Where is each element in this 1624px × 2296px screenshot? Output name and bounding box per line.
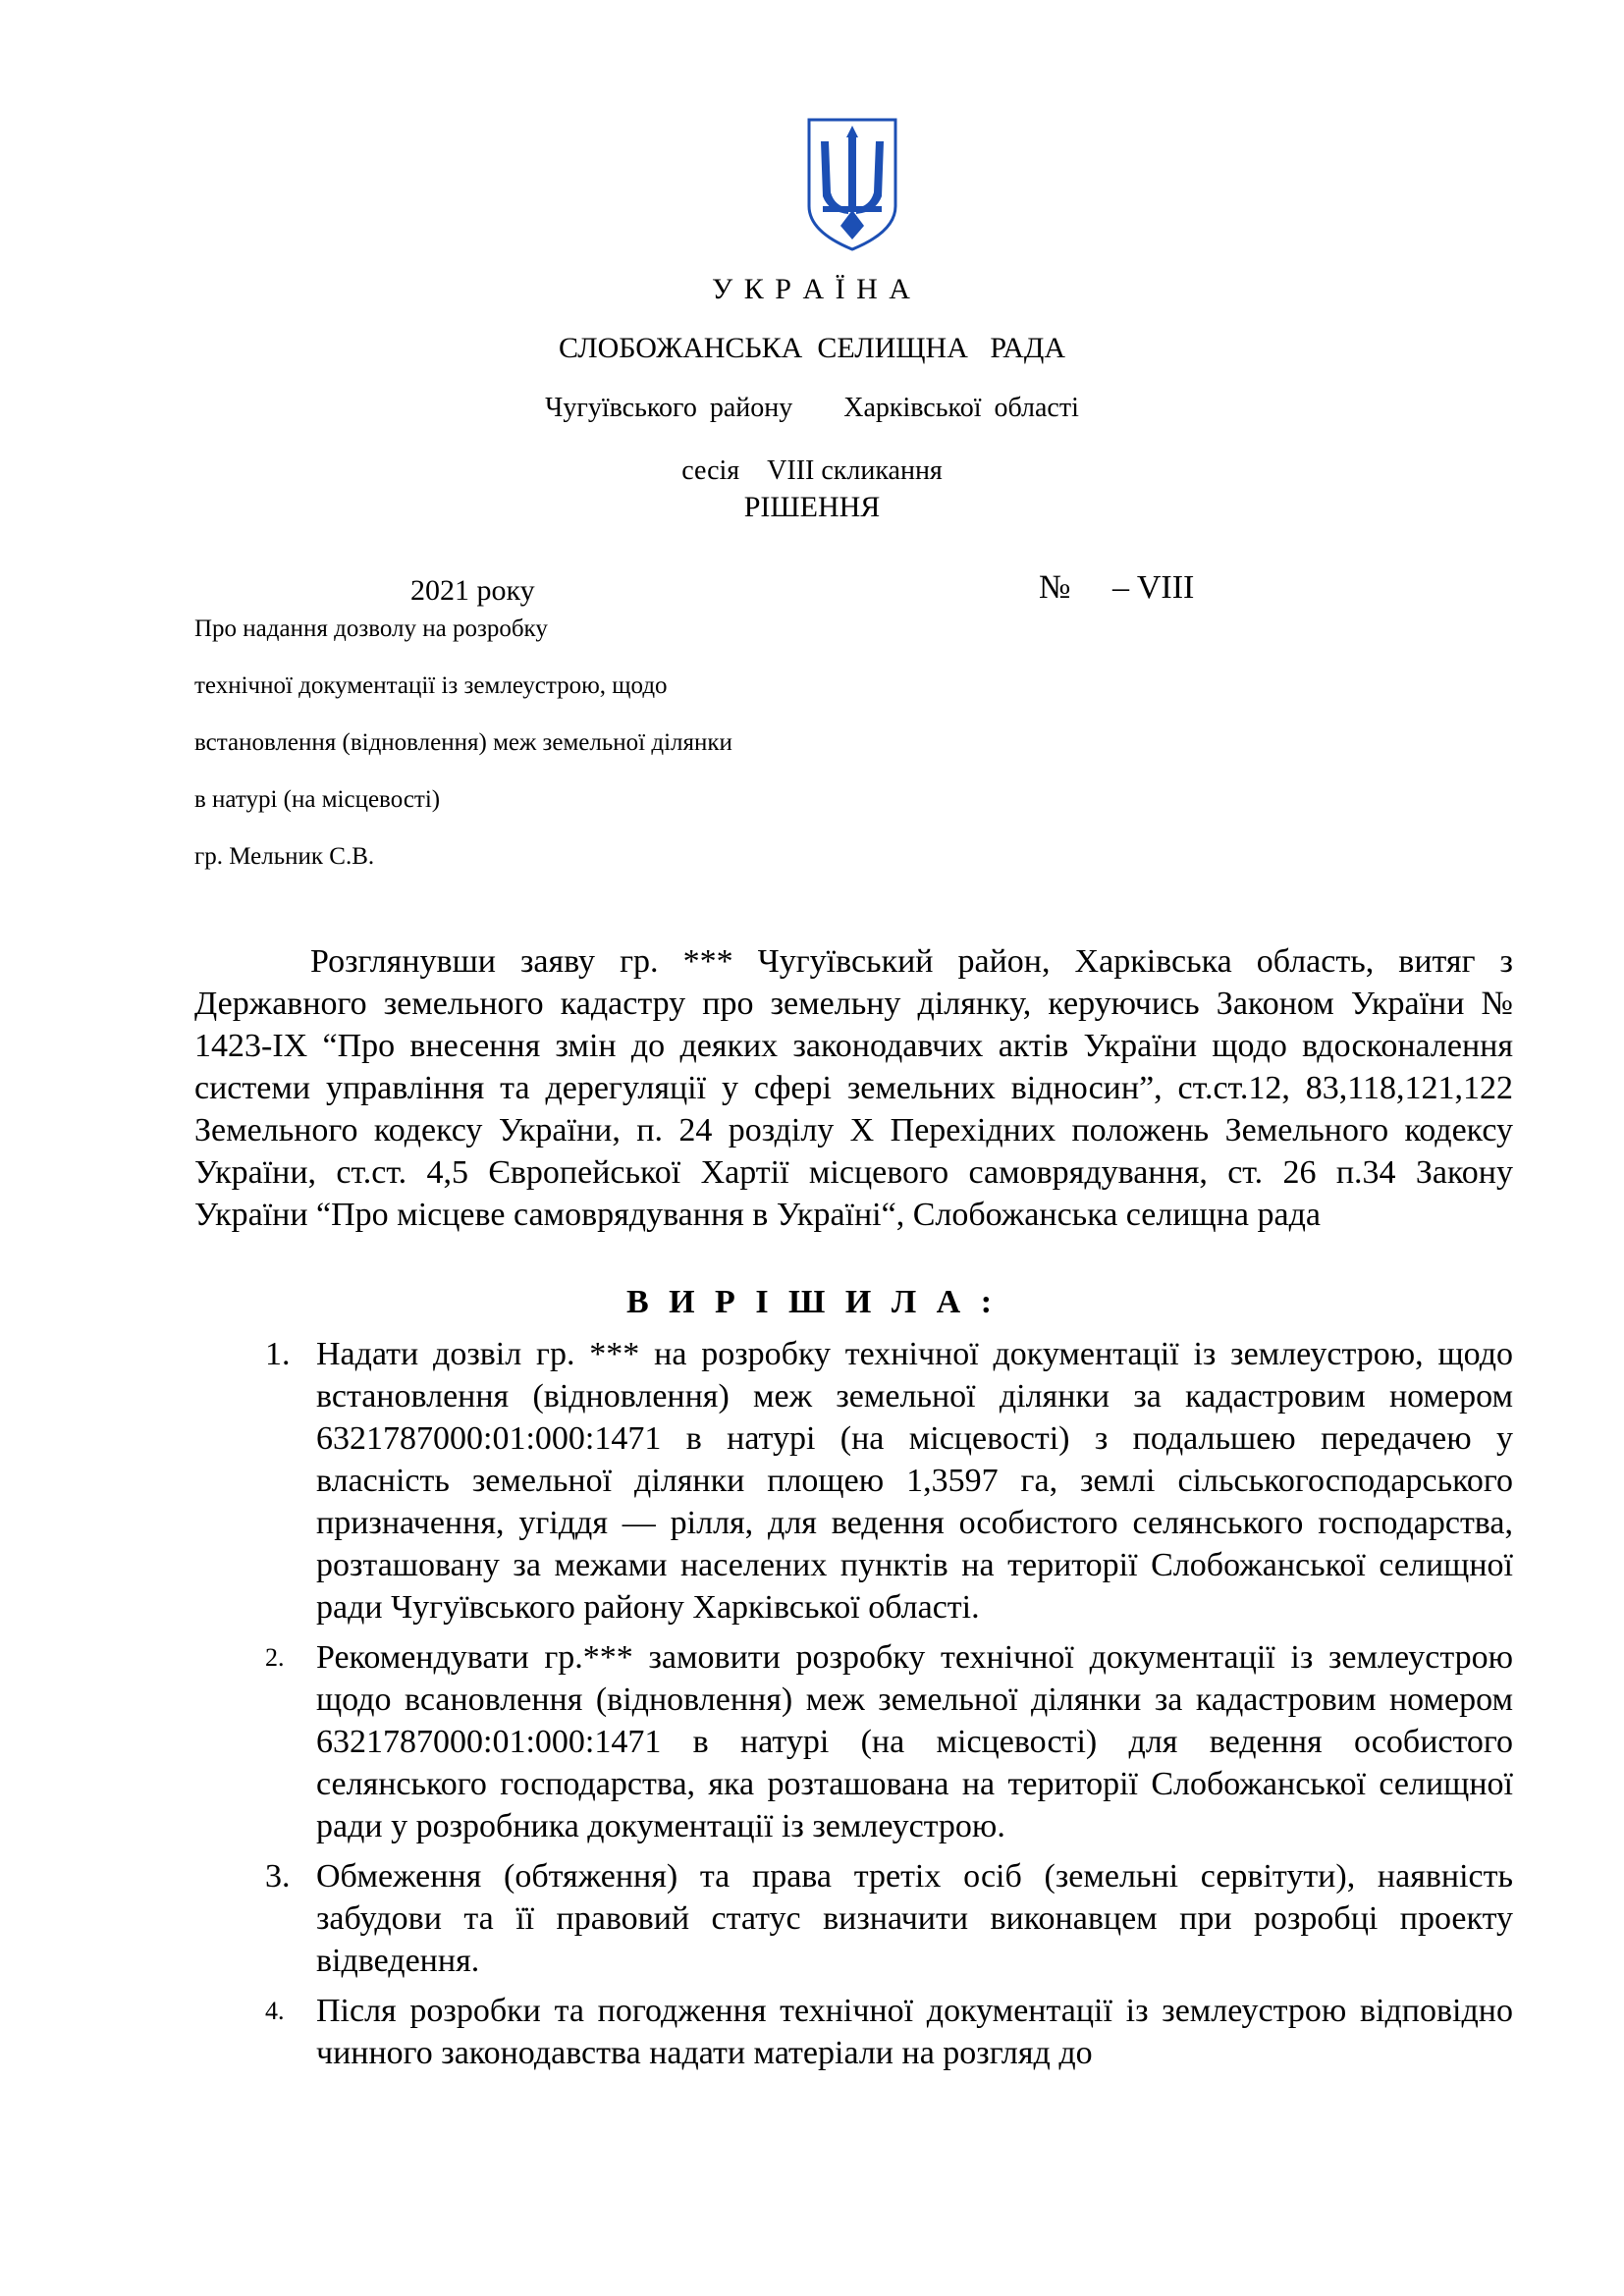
council-heading: СЛОБОЖАНСЬКА СЕЛИЩНА РАДА (558, 332, 1066, 364)
item-text: Рекомендувати гр.*** замовити розробку технічної документації із землеустрою щодо всановлення (відновлення) меж земельної ділянки за кадастровим номером 6321787000:01:000:1471 в натурі (на місцевості) для ведення особистого селянського господарства, яка розташована на території Слобожанської селищної ради у розробника документації із землеустрою. (316, 1639, 1513, 1844)
item-text: Після розробки та погодження технічної документації із землеустрою відповідно чинного законодавства надати матеріали на розгляд до (316, 1993, 1513, 2071)
preamble-paragraph (194, 940, 1513, 1236)
decision-subject (194, 614, 732, 898)
subject-line: технічної документації із землеустрою, щодо (194, 672, 668, 699)
item-number: 3. (265, 1858, 291, 1895)
subject-line: встановлення (відновлення) меж земельної ділянки (194, 729, 732, 756)
item-text: Обмеження (обтяження) та права третіх осіб (земельні сервітути), наявність забудови та її правовий статус визначити виконавцем при розробці проекту відведення. (316, 1858, 1513, 1979)
preamble-text: Розглянувши заяву гр. *** Чугуївський район, Харківська область, витяг з Державного земельного кадастру про земельну ділянку, керуючись Законом України № 1423-ІХ “Про внесення змін до деяких законодавчих актів України щодо вдосконалення системи управління та дерегуляції у сфері земельних відносин”, ст.ст.12, 83,118,121,122 Земельного кодексу України, п. 24 розділу Х Перехідних положень Земельного кодексу України, ст.ст. 4,5 Європейської Хартії місцевого самоврядування, ст. 26 п.34 Закону України “Про місцеве самоврядування в Україні“, Слобожанська селищна рада (194, 943, 1513, 1233)
decision-items (194, 1333, 1513, 2082)
item-number: 1. (265, 1336, 291, 1372)
subject-line: гр. Мельник С.В. (194, 843, 375, 870)
list-item (194, 1636, 1513, 1847)
list-item (194, 1990, 1513, 2074)
decision-date: 2021 року (410, 574, 535, 607)
list-item (194, 1855, 1513, 1982)
item-text: Надати дозвіл гр. *** на розробку технічної документації із землеустрою, щодо встановлення (відновлення) меж земельної ділянки за кадастровим номером 6321787000:01:000:1471 в натурі (на місцевості) з подальшею передачею у власність земельної ділянки площею 1,3597 га, землі сільськогосподарського призначення, угіддя — рілля, для ведення особистого селянського господарства, розташовану за межами населених пунктів на території Слобожанської селищної ради Чугуївського району Харківської області. (316, 1336, 1513, 1626)
session-heading: сесія VIII скликання (681, 455, 943, 486)
item-number: 4. (265, 1997, 285, 2025)
country-heading: У К Р А Ї Н А (712, 273, 912, 305)
district-heading: Чугуївського району Харківської області (545, 393, 1079, 423)
item-number: 2. (265, 1643, 285, 1672)
decision-heading: РІШЕННЯ (743, 491, 881, 523)
subject-line: Про надання дозволу на розробку (194, 615, 548, 642)
trident-coat-of-arms-icon (803, 116, 901, 253)
resolved-heading: В И Р І Ш И Л А : (625, 1284, 999, 1320)
decision-number: № – VIII (1039, 569, 1195, 606)
subject-line: в натурі (на місцевості) (194, 786, 441, 813)
list-item (194, 1333, 1513, 1629)
